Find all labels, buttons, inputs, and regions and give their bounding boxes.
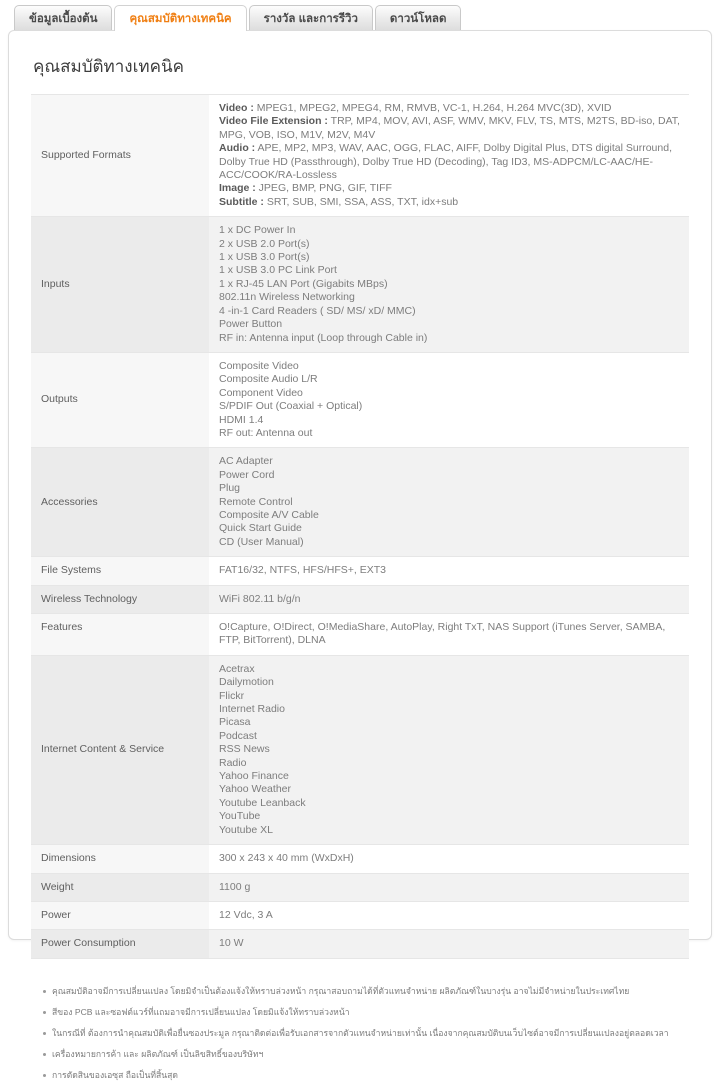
spec-value-text: Dailymotion: [219, 676, 274, 689]
spec-value-key: Image :: [219, 182, 256, 195]
table-row: [31, 655, 689, 844]
spec-value: [209, 655, 689, 844]
footnote-item: สีของ PCB และซอฟต์แวร์ที่แถมอาจมีการเปลี่ยนแปลง โดยมิแจ้งให้ทราบล่วงหน้า: [43, 1006, 685, 1019]
spec-value-key: Subtitle :: [219, 195, 264, 208]
spec-value-text: Yahoo Weather: [219, 783, 291, 796]
spec-value-line: [219, 909, 681, 922]
spec-value: [209, 845, 689, 873]
spec-value-text: FAT16/32, NTFS, HFS/HFS+, EXT3: [219, 564, 386, 577]
spec-value-line: [219, 142, 681, 182]
spec-value-text: 802.11n Wireless Networking: [219, 291, 355, 304]
spec-label: Internet Content & Service: [31, 655, 209, 844]
spec-value-line: [219, 770, 681, 783]
spec-value-line: [219, 318, 681, 331]
spec-value-line: [219, 102, 681, 115]
spec-value-line: [219, 536, 681, 549]
tab-awards-reviews[interactable]: รางวัล และการรีวิว: [249, 5, 373, 31]
spec-value-text: Quick Start Guide: [219, 522, 302, 535]
spec-value-text: RF out: Antenna out: [219, 426, 313, 439]
spec-value-line: [219, 564, 681, 577]
spec-value-line: [219, 251, 681, 264]
table-row: [31, 217, 689, 353]
spec-label: Wireless Technology: [31, 585, 209, 613]
spec-value-text: S/PDIF Out (Coaxial + Optical): [219, 400, 363, 413]
tab-overview[interactable]: ข้อมูลเบื้องต้น: [14, 5, 112, 31]
spec-value-line: [219, 414, 681, 427]
spec-label: Inputs: [31, 217, 209, 353]
spec-value-line: [219, 824, 681, 837]
spec-value-line: [219, 182, 681, 195]
table-row: [31, 585, 689, 613]
spec-value: [209, 448, 689, 557]
spec-value-line: [219, 278, 681, 291]
spec-value: [209, 352, 689, 447]
spec-value-text: MPEG1, MPEG2, MPEG4, RM, RMVB, VC-1, H.264, H.264 MVC(3D), XVID: [253, 102, 612, 114]
spec-value-line: [219, 482, 681, 495]
spec-value-text: Component Video: [219, 386, 303, 399]
footnote-item: ในกรณีที่ ต้องการนำคุณสมบัติเพื่อยื่นซองประมูล กรุณาติดต่อเพื่อรับเอกสารจากตัวแทนจำหน่ายเท่านั้น เนื่องจากคุณสมบัติบนเว็บไซต์อาจมีการเปลี่ยนแปลงอยู่ตลอดเวลา: [43, 1027, 685, 1040]
spec-value-text: APE, MP2, MP3, WAV, AAC, OGG, FLAC, AIFF, Dolby Digital Plus, DTS digital Surround, Dolby True HD (Passthrough), Dolby True HD (Decoding), Tag ID3, MS-ADPCM/LC-AAC/HE-ACC/COOK/RA-Lossless: [219, 142, 672, 182]
table-row: [31, 930, 689, 958]
spec-value-text: 2 x USB 2.0 Port(s): [219, 237, 310, 250]
spec-value: [209, 901, 689, 929]
footnotes-list: [9, 985, 711, 1082]
tab-tech-specs[interactable]: คุณสมบัติทางเทคนิค: [114, 5, 246, 31]
spec-value-line: [219, 743, 681, 756]
table-row: [31, 873, 689, 901]
spec-value-line: [219, 676, 681, 689]
spec-value-text: O!Capture, O!Direct, O!MediaShare, AutoPlay, Right TxT, NAS Support (iTunes Server, SAMBA, FTP, BitTorrent), DLNA: [219, 621, 666, 647]
table-row: [31, 95, 689, 217]
footnote-item: การตัดสินของเอซุส ถือเป็นที่สิ้นสุด: [43, 1069, 685, 1082]
spec-value: [209, 614, 689, 656]
page-title: คุณสมบัติทางเทคนิค: [33, 57, 184, 76]
spec-value-text: Plug: [219, 482, 241, 495]
spec-value-key: Video :: [219, 102, 254, 114]
spec-value-key: Audio :: [219, 142, 256, 155]
spec-label: Outputs: [31, 352, 209, 447]
spec-value-line: [219, 881, 681, 894]
spec-value-text: 1 x DC Power In: [219, 224, 296, 237]
spec-value-text: JPEG, BMP, PNG, GIF, TIFF: [255, 182, 392, 195]
spec-value-text: Composite A/V Cable: [219, 508, 319, 521]
spec-value-text: Power Button: [219, 318, 283, 331]
spec-value-line: [219, 238, 681, 251]
spec-value-line: [219, 469, 681, 482]
spec-value-line: [219, 115, 681, 142]
spec-value-line: [219, 400, 681, 413]
spec-value-line: [219, 224, 681, 237]
spec-value-text: 4 -in-1 Card Readers ( SD/ MS/ xD/ MMC): [219, 304, 416, 317]
spec-value-line: [219, 427, 681, 440]
spec-value-line: [219, 663, 681, 676]
spec-label: Supported Formats: [31, 95, 209, 217]
spec-label: Power Consumption: [31, 930, 209, 958]
spec-value-text: Podcast: [219, 729, 257, 742]
spec-value-key: Video File Extension :: [219, 115, 328, 128]
spec-value-line: [219, 196, 681, 209]
footnote-item: เครื่องหมายการค้า และ ผลิตภัณฑ์ เป็นลิขสิทธิ์ของบริษัทฯ: [43, 1048, 685, 1061]
spec-value-text: Youtube XL: [219, 823, 273, 836]
spec-table: [31, 94, 689, 959]
spec-value: [209, 95, 689, 217]
spec-value-text: Youtube Leanback: [219, 796, 306, 809]
table-row: [31, 614, 689, 656]
spec-value-line: [219, 810, 681, 823]
spec-value: [209, 930, 689, 958]
table-row: [31, 845, 689, 873]
spec-table-body: [31, 95, 689, 959]
spec-value-line: [219, 757, 681, 770]
spec-value-line: [219, 305, 681, 318]
spec-value-text: 1100 g: [219, 880, 251, 893]
spec-value-line: [219, 264, 681, 277]
spec-label: Dimensions: [31, 845, 209, 873]
spec-value-text: 1 x USB 3.0 Port(s): [219, 251, 310, 264]
spec-value-line: [219, 455, 681, 468]
spec-value: [209, 557, 689, 585]
spec-value-line: [219, 716, 681, 729]
spec-value-text: Composite Audio L/R: [219, 373, 318, 386]
spec-value-text: Composite Video: [219, 359, 299, 372]
spec-label: File Systems: [31, 557, 209, 585]
spec-value-line: [219, 703, 681, 716]
table-row: [31, 448, 689, 557]
table-row: [31, 352, 689, 447]
spec-value-text: 10 W: [219, 937, 244, 950]
spec-label: Weight: [31, 873, 209, 901]
spec-value-text: Radio: [219, 756, 247, 769]
spec-value-text: Power Cord: [219, 468, 275, 481]
tab-downloads[interactable]: ดาวน์โหลด: [375, 5, 462, 31]
spec-value-text: 1 x USB 3.0 PC Link Port: [219, 264, 337, 277]
spec-value-line: [219, 593, 681, 606]
spec-label: Accessories: [31, 448, 209, 557]
spec-value-text: HDMI 1.4: [219, 413, 264, 426]
spec-value-text: WiFi 802.11 b/g/n: [219, 592, 301, 605]
spec-value-line: [219, 621, 681, 648]
spec-value-text: RF in: Antenna input (Loop through Cable in): [219, 331, 428, 344]
spec-value-text: Yahoo Finance: [219, 770, 289, 783]
spec-value-text: Internet Radio: [219, 703, 285, 716]
spec-value-text: CD (User Manual): [219, 535, 304, 548]
spec-value-line: [219, 509, 681, 522]
spec-value-line: [219, 332, 681, 345]
table-row: [31, 557, 689, 585]
table-row: [31, 901, 689, 929]
spec-value: [209, 585, 689, 613]
footnote-item: คุณสมบัติอาจมีการเปลี่ยนแปลง โดยมิจำเป็นต้องแจ้งให้ทราบล่วงหน้า กรุณาสอบถามได้ที่ตัวแทนจำหน่าย ผลิตภัณฑ์ในบางรุ่น อาจไม่มีจำหน่ายในประเทศไทย: [43, 985, 685, 998]
spec-value-text: Picasa: [219, 716, 251, 729]
spec-value-text: AC Adapter: [219, 455, 273, 468]
spec-value-line: [219, 852, 681, 865]
spec-value-line: [219, 797, 681, 810]
spec-value-text: RSS News: [219, 743, 270, 756]
spec-value-text: 1 x RJ-45 LAN Port (Gigabits MBps): [219, 277, 388, 290]
spec-value-line: [219, 496, 681, 509]
spec-value-text: SRT, SUB, SMI, SSA, ASS, TXT, idx+sub: [263, 195, 459, 208]
spec-value-line: [219, 387, 681, 400]
spec-value-line: [219, 291, 681, 304]
spec-value-text: 12 Vdc, 3 A: [219, 908, 273, 921]
spec-value-line: [219, 783, 681, 796]
content-panel: [8, 30, 712, 1080]
spec-value-line: [219, 373, 681, 386]
spec-value-text: Acetrax: [219, 662, 255, 675]
spec-value: [209, 873, 689, 901]
spec-value-text: YouTube: [219, 810, 261, 823]
spec-value-text: Remote Control: [219, 495, 293, 508]
spec-value-line: [219, 360, 681, 373]
spec-value-line: [219, 690, 681, 703]
tab-bar: [0, 0, 720, 30]
spec-label: Power: [31, 901, 209, 929]
spec-value-text: Flickr: [219, 689, 245, 702]
spec-value: [209, 217, 689, 353]
spec-value-text: TRP, MP4, MOV, AVI, ASF, WMV, MKV, FLV, TS, MTS, M2TS, BD-iso, DAT, MPG, VOB, ISO, M1V, M2V, M4V: [219, 115, 680, 141]
spec-value-line: [219, 522, 681, 535]
spec-label: Features: [31, 614, 209, 656]
spec-value-text: 300 x 243 x 40 mm (WxDxH): [219, 852, 354, 865]
spec-value-line: [219, 730, 681, 743]
